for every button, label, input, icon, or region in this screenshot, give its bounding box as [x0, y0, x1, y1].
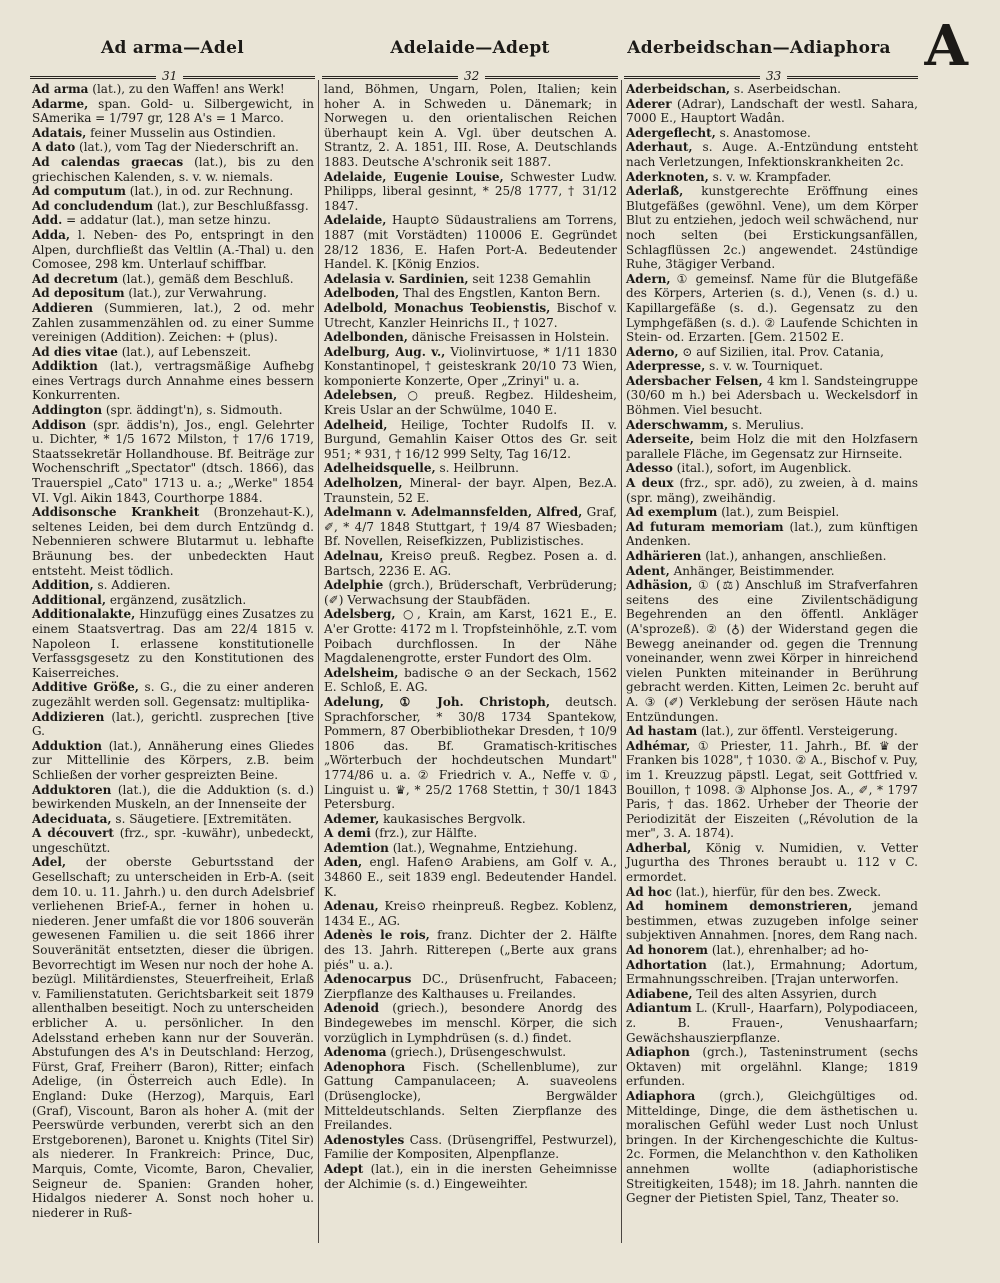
- entry-text: seit 1238 Gemahlin: [468, 271, 591, 286]
- dictionary-entry: [32, 359, 314, 403]
- dictionary-entry: [626, 520, 918, 549]
- entry-text: dänische Freisassen in Holstein.: [407, 330, 610, 345]
- dictionary-entry: [324, 607, 617, 665]
- entry-headword: Ad hominem demonstrieren,: [626, 899, 853, 914]
- entry-headword: Add.: [32, 213, 63, 228]
- dictionary-entry: [324, 695, 617, 812]
- entry-headword: Adhärieren: [626, 549, 702, 563]
- entry-text: ① Priester, 11. Jahrh., Bf. ♛ der Franken bis 1028", † 1030. ② A., Bischof v. Puy, im 1. Kreuzzug päpstl. Legat, seit Gottfried v. Bouillon, † 1098. ③ Alphonse Jos. A., ✐, * 1797 Paris, † das. 1862. Urheber der Theorie der Periodizität der Eiszeiten („Révolution de la mer", 3. A. 1874).: [626, 738, 918, 841]
- dictionary-entry: [324, 461, 617, 476]
- entry-text: Fisch. (Schellenblume), zur Gattung Campanulaceen; A. suaveolens (Drüsenglocke), Bergwälder Mitteldeutschlands. Selten Zierpflanze des Freilandes.: [324, 1059, 617, 1133]
- entry-headword: Adda,: [32, 227, 71, 242]
- entry-text: kunstgerechte Eröffnung eines Blutgefäßes (gewöhnl. Vene), um dem Körper Blut zu entziehen, jedoch weil schwächend, nur noch selten (bei Erstickungsanfällen, Schlagflüssen 2c.) angewendet. 24stündige Ruhe, 3tägiger Verband.: [626, 184, 918, 272]
- dictionary-entry: [324, 1162, 617, 1191]
- entry-headword: Aderlaß,: [626, 184, 684, 199]
- entry-headword: Adelnau,: [324, 549, 384, 563]
- entry-text: Thal des Engstlen, Kanton Bern.: [399, 286, 601, 301]
- entry-text: ○, Krain, am Karst, 1621 E., E. A'er Grotte: 4172 m l. Tropfsteinhöhle, z.T. vom Poibach durchflossen. In der Nähe Magdalenengrotte, erster Fundort des Olm.: [324, 607, 617, 666]
- entry-text: (lat.), in od. zur Rechnung.: [125, 184, 294, 199]
- entry-text: (lat.), Ermahnung; Adortum, Ermahnungsschreiben. [Trajan unterworfen.: [626, 957, 918, 987]
- entry-text: (lat.), vom Tag der Niederschrift an.: [75, 140, 299, 155]
- dictionary-entry: [32, 855, 314, 1220]
- entry-text: (lat.), bis zu den griechischen Kalenden, s. v. w. niemals.: [32, 154, 314, 184]
- entry-text: beim Holz die mit den Holzfasern parallele Fläche, im Gegensatz zur Hirnseite.: [626, 432, 918, 461]
- entry-headword: Aderhaut,: [626, 140, 693, 155]
- page-number: 32: [458, 69, 485, 83]
- entry-text: Anhänger, Beistimmender.: [669, 563, 835, 578]
- entry-text: Mineral- der bayr. Alpen, Bez.A. Traunstein, 52 E.: [324, 476, 617, 505]
- dictionary-entry: [626, 564, 918, 579]
- entry-text: (griech.), besondere Anordg des Bindegewebes im menschl. Körper, die sich vorzüglich in Lymphdrüsen (s. d.) findet.: [324, 1001, 617, 1045]
- entry-headword: Ad hastam: [626, 724, 698, 739]
- entry-headword: Adenès le rois,: [324, 928, 430, 943]
- dictionary-entry: [324, 82, 617, 170]
- entry-headword: Ad decretum: [32, 271, 119, 286]
- dictionary-entry: [32, 505, 314, 578]
- entry-text: s. Säugetiere. [Extremitäten.: [111, 811, 292, 826]
- dictionary-entry: [626, 359, 918, 374]
- page-number: 31: [156, 69, 183, 83]
- dictionary-entry: [324, 1060, 617, 1133]
- dictionary-entry: [626, 505, 918, 520]
- entry-headword: Adenoid: [324, 1001, 380, 1016]
- entry-headword: Aderbeidschan,: [626, 82, 731, 96]
- dictionary-entry: [32, 140, 314, 155]
- entry-headword: Adel,: [32, 855, 67, 870]
- entry-text: (lat.), ein in die inersten Geheimnisse der Alchimie (s. d.) Eingeweihter.: [324, 1161, 617, 1191]
- dictionary-entry: [626, 1089, 918, 1206]
- entry-text: s. G., die zu einer anderen zugezählt werden soll. Gegensatz: multiplika-: [32, 680, 314, 709]
- entry-headword: Adelebsen,: [324, 388, 398, 403]
- entry-headword: Adersbacher Felsen,: [626, 373, 763, 388]
- dictionary-entry: [32, 783, 314, 812]
- entry-text: s. Anastomose.: [715, 125, 811, 140]
- dictionary-entry: [324, 1133, 617, 1162]
- entry-headword: Adhortation: [626, 957, 707, 972]
- entry-headword: Ad calendas graecas: [32, 154, 184, 169]
- dictionary-entry: [626, 899, 918, 943]
- dictionary-entry: [626, 418, 918, 433]
- dictionary-entry: [32, 578, 314, 593]
- dictionary-entry: [324, 841, 617, 856]
- dictionary-entry: [626, 170, 918, 185]
- entry-headword: A deux: [626, 476, 674, 491]
- entry-headword: Adelburg, Aug. v.,: [324, 344, 446, 359]
- entry-text: ① (⚖) Anschluß im Strafverfahren seitens des eine Zivilentschädigung Begehrenden an den öffentl. Ankläger (A'sprozeß). ② (♁) der Widerstand gegen die Bewegg aneinander od. gegen die Trennung voneinander, wenn zwei Körper in hinreichend vielen Punkten miteinander in Berührung gebracht werden. Kitten, Leimen 2c. beruht auf A. ③ (✐) Verklebung der serösen Häute nach Entzündungen.: [626, 578, 918, 724]
- dictionary-entry: [32, 213, 314, 228]
- entry-headword: Adduktion: [32, 738, 102, 753]
- dictionary-entry: [626, 578, 918, 724]
- page-number: 33: [760, 69, 787, 83]
- entry-text: (grch.), Tasteninstrument (sechs Oktaven) mit orgelähnl. Klange; 1819 erfunden.: [626, 1045, 918, 1089]
- entry-text: (spr. äddingt'n), s. Sidmouth.: [102, 403, 283, 418]
- entry-text: Heilige, Tochter Rudolfs II. v. Burgund, Gemahlin Kaiser Ottos des Gr. seit 951; * 931, † 16/12 999 Selty, Tag 16/12.: [324, 417, 617, 461]
- dictionary-entry: [324, 388, 617, 417]
- entry-headword: Aderer: [626, 96, 672, 111]
- entry-text: l. Neben- des Po, entspringt in den Alpen, durchfließt das Veltlin (A.-Thal) u. den Comosee, 298 km. Unterlauf schiffbar.: [32, 227, 314, 272]
- entry-headword: Adarme,: [32, 96, 89, 111]
- dictionary-entry: [626, 97, 918, 126]
- entry-headword: Adelaide,: [324, 213, 387, 228]
- entry-text: (lat.), zum Beispiel.: [717, 505, 840, 520]
- dictionary-entry: [626, 1045, 918, 1089]
- entry-text: = addatur (lat.), man setze hinzu.: [62, 213, 271, 228]
- dictionary-entry: [626, 739, 918, 841]
- entry-headword: Adelmann v. Adelmannsfelden, Alfred,: [324, 505, 583, 520]
- entry-headword: Ad exemplum: [626, 505, 718, 520]
- dictionary-entry: [32, 418, 314, 506]
- dictionary-entry: [626, 1001, 918, 1045]
- entry-headword: Adiabene,: [626, 986, 693, 1001]
- dictionary-entry: [32, 272, 314, 287]
- entry-headword: Adduktoren: [32, 782, 112, 797]
- dictionary-entry: [324, 928, 617, 972]
- dictionary-entry: [324, 972, 617, 1001]
- entry-headword: Ademer,: [324, 811, 380, 826]
- entry-text: (lat.), die die Adduktion (s. d.) bewirkenden Muskeln, an der Innenseite der: [32, 782, 314, 812]
- dictionary-entry: [626, 943, 918, 958]
- entry-text: König v. Numidien, v. Vetter Jugurtha des Thrones beraubt u. 112 v C. ermordet.: [626, 840, 918, 885]
- entry-headword: Adatais,: [32, 125, 87, 140]
- dictionary-entry: [626, 549, 918, 564]
- entry-headword: Adelsheim,: [324, 665, 399, 680]
- dictionary-entry: [626, 987, 918, 1002]
- entry-headword: Adelheidsquelle,: [324, 461, 436, 476]
- running-head-center: Adelaide—Adept: [390, 38, 550, 58]
- entry-text: (Bronzehaut-K.), seltenes Leiden, bei dem durch Entzündg d. Nebennieren schwere Blutarmut u. lebhafte Bräunung bes. der unbedeckten Haut entsteht. Meist tödlich.: [32, 505, 314, 578]
- dictionary-entry: [324, 213, 617, 271]
- entry-text: s. v. w. Krampfader.: [708, 169, 832, 184]
- entry-headword: A demi: [324, 826, 371, 841]
- dictionary-entry: [324, 272, 617, 287]
- dictionary-entry: [626, 126, 918, 141]
- entry-text: (lat.), gerichtl. zusprechen [tive G.: [32, 709, 314, 739]
- entry-headword: Addisonsche Krankheit: [32, 505, 200, 520]
- dictionary-entry: [32, 812, 314, 827]
- entry-text: Kreis⊙ preuß. Regbez. Posen a. d. Bartsch, 2236 E. AG.: [324, 549, 617, 578]
- entry-text: Kreis⊙ rheinpreuß. Regbez. Koblenz, 1434 E., AG.: [324, 899, 617, 928]
- entry-text: (lat.), Wegnahme, Entziehung.: [388, 840, 578, 855]
- entry-headword: Adelheid,: [324, 417, 388, 432]
- entry-headword: A découvert: [32, 826, 114, 841]
- entry-text: (lat.), gemäß dem Beschluß.: [118, 271, 294, 286]
- entry-headword: Ademtion: [324, 840, 389, 855]
- dictionary-entry: [324, 1045, 617, 1060]
- column-divider: [318, 80, 319, 1243]
- dictionary-entry: [32, 345, 314, 360]
- entry-headword: A dato: [32, 140, 76, 155]
- entry-headword: Ad computum: [32, 184, 126, 199]
- entry-text: badische ⊙ an der Seckach, 1562 E. Schloß, E. AG.: [324, 665, 617, 695]
- entry-text: ergänzend, zusätzlich.: [106, 592, 247, 607]
- entry-text: kaukasisches Bergvolk.: [379, 811, 526, 826]
- entry-headword: Addieren: [32, 300, 93, 315]
- entry-text: Schwester Ludw. Philipps, liberal gesinnt, * 25/8 1777, † 31/12 1847.: [324, 169, 617, 213]
- entry-text: (frz., spr. adö), zu zweien, à d. mains (spr. mäng), zweihändig.: [626, 476, 918, 505]
- dictionary-entry: [32, 228, 314, 272]
- dictionary-entry: [626, 841, 918, 885]
- dictionary-entry: [626, 958, 918, 987]
- entry-text: (spr. äddis'n), Jos., engl. Gelehrter u. Dichter, * 1/5 1672 Milston, † 17/6 1719, Staatssekretär Hollandhouse. Bf. Beiträge zur Wochenschrift „Spectator" (dtsch. 1866), das Trauerspiel „Cato" 1713 u. a.; „Werke" 1854 VI. Vgl. Aikin 1843, Courthorpe 1884.: [32, 417, 314, 505]
- dictionary-entry: [324, 812, 617, 827]
- dictionary-entry: [626, 885, 918, 900]
- entry-text: s. Auge. A.-Entzündung entsteht nach Verletzungen, Infektionskrankheiten 2c.: [626, 140, 918, 169]
- dictionary-entry: [324, 578, 617, 607]
- dictionary-entry: [324, 476, 617, 505]
- entry-text: s. Addieren.: [93, 578, 171, 593]
- entry-text: (lat.), zum künftigen Andenken.: [626, 519, 918, 549]
- entry-text: ① gemeinsf. Name für die Blutgefäße des Körpers, Arterien (s. d.), Venen (s. d.) u. Kapillargefäße (s. d.). Gegensatz zu den Lymphgefäßen (s. d.). ② Laufende Schichten in Stein- od. Erzarten. [Gem. 21502 E.: [626, 271, 918, 345]
- entry-headword: Aderknoten,: [626, 169, 709, 184]
- entry-text: (griech.), Drüsengeschwulst.: [386, 1045, 567, 1060]
- entry-text: feiner Musselin aus Ostindien.: [86, 125, 276, 140]
- entry-headword: Aden,: [324, 855, 363, 870]
- entry-headword: Adhäsion,: [626, 578, 693, 593]
- entry-text: (lat.), zur Beschlußfassg.: [153, 198, 309, 213]
- dictionary-entry: [32, 82, 314, 97]
- entry-text: Teil des alten Assyrien, durch: [692, 986, 877, 1001]
- entry-headword: Addiktion: [32, 359, 98, 374]
- entry-headword: Additive Größe,: [32, 680, 139, 695]
- dictionary-entry: [324, 1001, 617, 1045]
- entry-headword: Adiaphora: [626, 1088, 696, 1103]
- entry-headword: Addison: [32, 417, 87, 432]
- entry-headword: Adiantum: [626, 1001, 692, 1016]
- entry-text: s. Merulius.: [728, 417, 804, 432]
- dictionary-entry: [32, 199, 314, 214]
- entry-headword: Addizieren: [32, 709, 105, 724]
- dictionary-entry: [32, 710, 314, 739]
- dictionary-entry: [626, 476, 918, 505]
- dictionary-entry: [32, 155, 314, 184]
- dictionary-entry: [32, 184, 314, 199]
- entry-text: Haupt⊙ Südaustraliens am Torrens, 1887 (mit Vorstädten) 110006 E. Gegründet 28/12 1836, E. Hafen Port-A. Bedeutender Handel. K. [König Enzios.: [324, 213, 617, 272]
- entry-text: land, Böhmen, Ungarn, Polen, Italien; kein hoher A. in Schweden u. Dänemark; in Norwegen u. den orientalischen Reichen überhaupt kein A. Vgl. über deutschen A. Strantz, 2. A. 1851, III. Rose, A. Deutschlands 1883. Deutsche A'schronik seit 1887.: [324, 82, 617, 169]
- entry-text: (lat.), anhangen, anschließen.: [701, 549, 887, 563]
- entry-text: (lat.), auf Lebenszeit.: [117, 344, 252, 359]
- entry-headword: Adelaide, Eugenie Louise,: [324, 169, 504, 184]
- column-2: [324, 82, 617, 1191]
- entry-text: (Adrar), Landschaft der westl. Sahara, 7000 E., Hauptort Wadân.: [626, 96, 918, 126]
- dictionary-entry: [324, 286, 617, 301]
- entry-headword: Adenoma: [324, 1045, 387, 1060]
- dictionary-entry: [626, 461, 918, 476]
- entry-headword: Adiaphon: [626, 1045, 690, 1060]
- dictionary-entry: [32, 126, 314, 141]
- entry-headword: Adenocarpus: [324, 972, 412, 987]
- entry-headword: Adelung, ① Joh. Christoph,: [324, 694, 551, 709]
- entry-text: (frz.), zur Hälfte.: [370, 826, 478, 841]
- dictionary-entry: [626, 345, 918, 360]
- dictionary-entry: [626, 140, 918, 169]
- entry-headword: Aderschwamm,: [626, 417, 729, 432]
- dictionary-entry: [626, 272, 918, 345]
- entry-text: (frz., spr. -kuwähr), unbedeckt, ungeschützt.: [32, 826, 314, 855]
- entry-text: s. Aserbeidschan.: [730, 82, 841, 96]
- dictionary-entry: [324, 666, 617, 695]
- entry-headword: Ad hoc: [626, 884, 672, 899]
- dictionary-entry: [626, 724, 918, 739]
- entry-headword: Ad arma: [32, 82, 89, 96]
- dictionary-entry: [32, 97, 314, 126]
- entry-text: (lat.), ehrenhalber; ad ho-: [708, 943, 869, 958]
- entry-headword: Adhémar,: [626, 738, 691, 753]
- dictionary-entry: [626, 374, 918, 418]
- entry-headword: Ad futuram memoriam: [626, 519, 784, 534]
- dictionary-entry: [626, 184, 918, 272]
- entry-text: 4 km l. Sandsteingruppe (30/60 m h.) bei Adersbach u. Weckelsdorf in Böhmen. Viel besucht.: [626, 373, 918, 418]
- dictionary-entry: [32, 286, 314, 301]
- dictionary-entry: [324, 899, 617, 928]
- entry-text: ⊙ auf Sizilien, ital. Prov. Catania,: [678, 344, 884, 359]
- entry-headword: Adelbold, Monachus Teobienstis,: [324, 300, 551, 315]
- dictionary-entry: [32, 593, 314, 608]
- entry-headword: Adelboden,: [324, 286, 400, 301]
- entry-text: (ital.), sofort, im Augenblick.: [672, 461, 852, 476]
- entry-text: (grch.), Gleichgültiges od. Mitteldinge, Dinge, die dem ästhetischen u. moralischen Gefühl weder Lust noch Unlust bringen. In der Kirchengeschichte die Kultus- 2c. Formen, die Melanchthon v. den Katholiken annehmen wollte (adiaphoristische Streitigkeiten, 1548); im 18. Jahrh. nannten die Gegner der Pietisten Spiel, Tanz, Theater so.: [626, 1088, 918, 1206]
- dictionary-entry: [324, 505, 617, 549]
- entry-headword: Adelasia v. Sardinien,: [324, 271, 469, 286]
- entry-headword: Addition,: [32, 578, 94, 593]
- dictionary-entry: [32, 607, 314, 680]
- entry-text: (lat.), zu den Waffen! ans Werk!: [88, 82, 285, 96]
- entry-headword: Adent,: [626, 563, 670, 578]
- column-1: [32, 82, 314, 1220]
- column-divider: [621, 80, 622, 1243]
- entry-headword: Ad honorem: [626, 943, 708, 958]
- entry-text: (lat.), zur Verwahrung.: [124, 286, 267, 301]
- entry-text: (lat.), hierfür, für den bes. Zweck.: [671, 884, 882, 899]
- entry-text: (Summieren, lat.), 2 od. mehr Zahlen zusammenzählen od. zu einer Summe vereinigen (Addition). Zeichen: + (plus).: [32, 300, 314, 345]
- entry-text: (grch.), Brüderschaft, Verbrüderung; (✐) Verwachsung der Staubfäden.: [324, 578, 617, 607]
- entry-text: s. Heilbrunn.: [435, 461, 519, 476]
- entry-text: jemand bestimmen, etwas zuzugeben infolge seiner subjektiven Annahmen. [nores, dem Rang nach.: [626, 899, 918, 943]
- entry-headword: Adeciduata,: [32, 811, 112, 826]
- column-3: [626, 82, 918, 1206]
- entry-headword: Adept: [324, 1161, 364, 1176]
- entry-text: s. v. w. Tourniquet.: [705, 359, 823, 374]
- entry-text: franz. Dichter der 2. Hälfte des 13. Jahrh. Ritterepen („Berte aux grans piés" u. a.).: [324, 928, 617, 972]
- entry-headword: Aderseite,: [626, 432, 694, 447]
- entry-headword: Ad dies vitae: [32, 344, 118, 359]
- entry-text: L. (Krull-, Haarfarn), Polypodiaceen, z. B. Frauen-, Venushaarfarn; Gewächshauszierpflanze.: [626, 1001, 918, 1045]
- entry-text: Graf, ✐, * 4/7 1848 Stuttgart, † 19/4 87 Wiesbaden; Bf. Novellen, Reisefkizzen, Publizistisches.: [324, 505, 617, 549]
- section-letter: A: [924, 13, 968, 79]
- entry-headword: Adesso: [626, 461, 673, 476]
- dictionary-entry: [324, 418, 617, 462]
- entry-text: Violinvirtuose, * 1/11 1830 Konstantinopel, † geisteskrank 20/10 73 Wien, komponierte Konzerte, Oper „Zrinyi" u. a.: [324, 344, 618, 388]
- dictionary-entry: [324, 345, 617, 389]
- entry-text: Bischof v. Utrecht, Kanzler Heinrichs II., † 1027.: [324, 300, 617, 330]
- entry-headword: Adelholzen,: [324, 476, 403, 491]
- entry-headword: Adenophora: [324, 1059, 406, 1074]
- entry-text: der oberste Geburtsstand der Gesellschaft; zu unterscheiden in Erb-A. (seit dem 10. u. 11. Jahrh.) u. den durch Adelsbrief verliehenen Brief-A., ferner in hohen u. niederen. Jener umfaßt die vor 1806 souverän gewesenen Familien u. die seit 1866 ihrer Souveränität entsetzten, dieser die übrigen. Bevorrechtigt im Wesen nur noch der hohe A. bezügl. Militärdienstes, Steuerfreiheit, Erlaß v. Familienstatuten. Gerichtsbarkeit seit 1879 allenthalben beseitigt. Noch zu unterscheiden erblicher A. u. persönlicher. In den Adelsstand erheben kann nur der Souverän. Abstufungen des A's in Deutschland: Herzog, Fürst, Graf, Freiherr (Baron), Ritter; einfach Adelige, (in Österreich auch Edle). In England: Duke (Herzog), Marquis, Earl (Graf), Viscount, Baron als hoher A. (mit der Peerswürde verbunden, vererbt sich an den Erstgeborenen), Baronet u. Knights (Titel Sir) als niederer. In Frankreich: Prince, Duc, Marquis, Comte, Vicomte, Baron, Chevalier, Seigneur de. Spanien: Granden hoher, Hidalgos niederer A. Sonst noch hoher u. niederer in Ruß-: [32, 855, 314, 1220]
- dictionary-entry: [324, 301, 617, 330]
- entry-headword: Adelbonden,: [324, 330, 408, 345]
- entry-text: Cass. (Drüsengriffel, Pestwurzel), Familie der Kompositen, Alpenpflanze.: [324, 1132, 617, 1162]
- entry-headword: Adergeflecht,: [626, 125, 716, 140]
- running-head-left: Ad arma—Adel: [101, 38, 244, 58]
- dictionary-entry: [32, 739, 314, 783]
- entry-text: ○ preuß. Regbez. Hildesheim, Kreis Uslar an der Schwülme, 1040 E.: [324, 388, 617, 418]
- entry-headword: Additional,: [32, 592, 106, 607]
- entry-headword: Adelphie: [324, 578, 384, 593]
- dictionary-entry: [324, 855, 617, 899]
- dictionary-entry: [626, 82, 918, 97]
- entry-headword: Additionalakte,: [32, 607, 136, 622]
- dictionary-entry: [324, 826, 617, 841]
- entry-text: engl. Hafen⊙ Arabiens, am Golf v. A., 34860 E., seit 1839 engl. Bedeutender Handel. K.: [324, 855, 617, 899]
- entry-text: deutsch. Sprachforscher, * 30/8 1734 Spantekow, Pommern, 87 Oberbibliothekar Dresden, † 10/9 1806 das. Bf. Gramatisch-kritisches „Wörterbuch der hochdeutschen Mundart" 1774/86 u. a. ② Friedrich v. A., Neffe v. ①, Linguist u. ♛, * 25/2 1768 Stettin, † 30/1 1843 Petersburg.: [324, 694, 617, 812]
- entry-headword: Addington: [32, 403, 103, 418]
- entry-headword: Aderno,: [626, 344, 679, 359]
- dictionary-entry: [626, 432, 918, 461]
- entry-headword: Adenau,: [324, 899, 379, 914]
- entry-text: span. Gold- u. Silbergewicht, in SAmerika = 1/797 gr, 128 A's = 1 Marco.: [32, 96, 314, 126]
- entry-text: (lat.), zur öffentl. Versteigerung.: [697, 724, 898, 739]
- entry-headword: Ad depositum: [32, 286, 125, 301]
- running-head-right: Aderbeidschan—Adiaphora: [627, 38, 891, 58]
- dictionary-entry: [324, 170, 617, 214]
- entry-headword: Aderpresse,: [626, 359, 706, 374]
- entry-headword: Adherbal,: [626, 840, 692, 855]
- entry-headword: Adelsberg,: [324, 607, 396, 622]
- dictionary-entry: [32, 403, 314, 418]
- entry-headword: Adern,: [626, 271, 671, 286]
- dictionary-entry: [32, 826, 314, 855]
- dictionary-entry: [324, 330, 617, 345]
- entry-headword: Adenostyles: [324, 1132, 405, 1147]
- dictionary-entry: [32, 680, 314, 709]
- dictionary-entry: [324, 549, 617, 578]
- entry-text: Hinzufügg eines Zusatzes zu einem Staatsvertrag. Das am 22/4 1815 v. Napoleon I. erlassene konstitutionelle Verfassgsgesetz zu den Konstitutionen des Kaiserreiches.: [32, 607, 314, 680]
- entry-headword: Ad concludendum: [32, 198, 154, 213]
- entry-text: (lat.), Annäherung eines Gliedes zur Mittellinie des Körpers, z.B. beim Schließen der vorher gespreizten Beine.: [32, 738, 314, 782]
- entry-text: (lat.), vertragsmäßige Aufhebg eines Vertrags durch Annahme eines bessern Konkurrenten.: [32, 359, 314, 403]
- dictionary-entry: [32, 301, 314, 345]
- entry-text: DC., Drüsenfrucht, Fabaceen; Zierpflanze des Kalthauses u. Freilandes.: [324, 972, 617, 1001]
